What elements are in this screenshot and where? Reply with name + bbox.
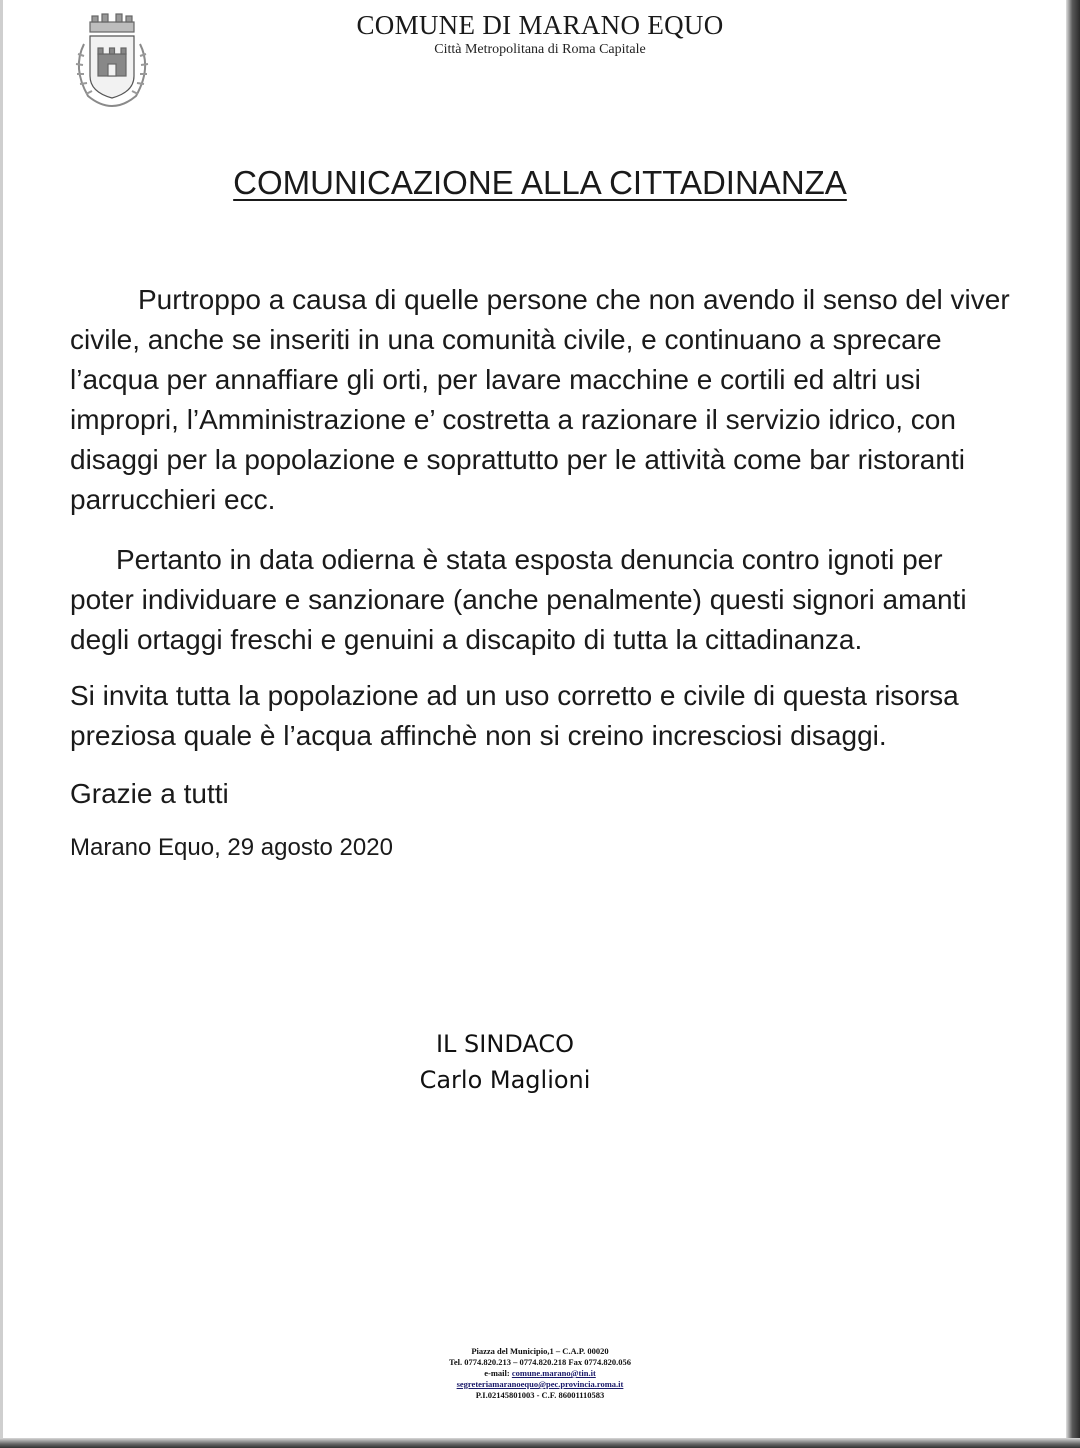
paragraph-2: Pertanto in data odierna è stata esposta denuncia contro ignoti per poter individuare e sanzionare (anche penalmente) questi signori amanti degli ortaggi freschi e genuini a discapito di tutta la cittadinanza. <box>70 544 967 655</box>
footer-tax-ids: P.I.02145801003 - C.F. 86001110583 <box>475 1390 605 1400</box>
signature-name: Carlo Maglioni <box>419 1066 591 1094</box>
organization-subtitle: Città Metropolitana di Roma Capitale <box>434 42 646 57</box>
scan-edge-bottom <box>0 1438 1080 1448</box>
scan-edge-left <box>0 0 3 1448</box>
document-title <box>0 164 1080 202</box>
place-and-date: Marano Equo, 29 agosto 2020 <box>70 834 393 861</box>
footer-contacts <box>340 1346 740 1401</box>
paragraph-3: Si invita tutta la popolazione ad un uso corretto e civile di questa risorsa preziosa quale è l’acqua affinchè non si creino incresciosi disaggi. <box>70 680 959 751</box>
footer-address: Piazza del Municipio,1 – C.A.P. 00020 <box>471 1346 609 1356</box>
castle-crest-icon <box>64 10 160 112</box>
footer-email-line <box>340 1368 740 1379</box>
organization-header <box>300 8 780 58</box>
footer-email-label: e-mail: <box>484 1368 512 1378</box>
signature-role: IL SINDACO <box>435 1030 575 1058</box>
footer-email-link[interactable]: comune.marano@tin.it <box>511 1368 596 1378</box>
closing-thanks: Grazie a tutti <box>70 778 229 809</box>
footer-phone: Tel. 0774.820.213 – 0774.820.218 Fax 0774.820.056 <box>449 1357 631 1367</box>
document-body <box>70 280 1010 868</box>
footer-pec-link[interactable]: segreteriamaranoequo@pec.provincia.roma.it <box>456 1379 624 1389</box>
paragraph-1: Purtroppo a causa di quelle persone che non avendo il senso del viver civile, anche se inseriti in una comunità civile, e continuano a sprecare l’acqua per annaffiare gli orti, per lavare macchine e cortili ed altri usi impropri, l’Amministrazione e’ costretta a razionare il servizio idrico, con disaggi per la popolazione e soprattutto per le attività come bar ristoranti parrucchieri ecc. <box>70 284 1010 515</box>
signature-block <box>300 1026 710 1098</box>
document-title-text: COMUNICAZIONE ALLA CITTADINANZA <box>233 164 847 201</box>
organization-name: COMUNE DI MARANO EQUO <box>356 10 724 40</box>
scan-edge-right <box>1066 0 1080 1448</box>
